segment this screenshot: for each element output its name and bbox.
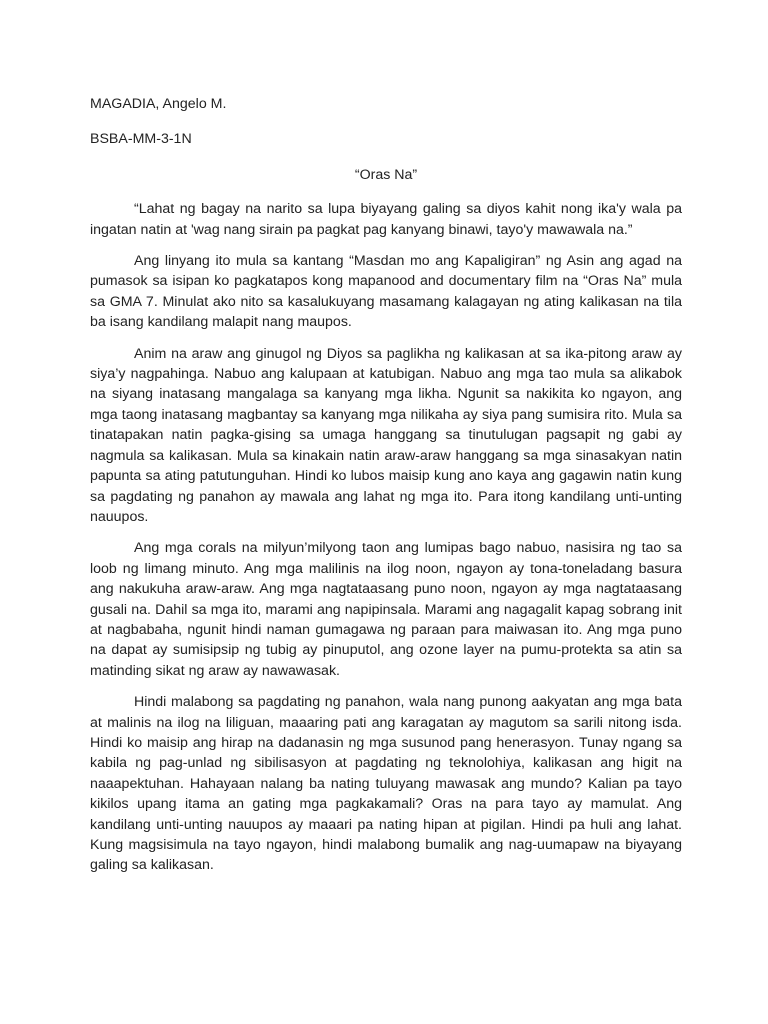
course-section: BSBA-MM-3-1N <box>90 131 192 148</box>
document-title: “Oras Na” <box>354 166 418 183</box>
paragraph-5: Hindi malabong sa pagdating ng panahon, wala nang punong aakyatan ang mga bata at malinis na ilog na liliguan, maaaring pati ang karagatan ay magutom sa sarili nitong isda. Hindi ko maisip ang hirap na dadanasin ng mga susunod pang henerasyon. Tunay ngang sa kabila ng pag-unlad ng sibilisasyon at pagdating ng teknolohiya, kalikasan ang higit na naaapektuhan. Hahayaan nalang ba nating tuluyang mawasak ang mundo? Kalian pa tayo kikilos upang itama an gating mga pagkakamali? Oras na para tayo ay mamulat. Ang kandilang unti-unting nauupos ay maaari pa nating hipan at pigilan. Hindi pa huli ang lahat. Kung magsisimula na tayo ngayon, hindi malabong bumalik ang nag-uumapaw na biyayang galing sa kalikasan. <box>90 694 682 874</box>
paragraph-4: Ang mga corals na milyun’milyong taon ang lumipas bago nabuo, nasisira ng tao sa loob ng limang minuto. Ang mga malilinis na ilog noon, ngayon ay tona-toneladang basura ang nakukuha araw-araw. Ang mga nagtataasang puno noon, ngayon ay mga nagtataasang gusali na. Dahil sa mga ito, marami ang napipinsala. Marami ang nagagalit kapag sobrang init at nagbabaha, ngunit hindi naman gumagawa ng paraan para maiwasan ito. Ang mga puno na dapat ay sumisipsip ng tubig ay pinuputol, ang ozone layer na pumu-protekta sa atin sa matinding sikat ng araw ay nawawasak. <box>90 540 682 679</box>
paragraph-1: “Lahat ng bagay na narito sa lupa biyayang galing sa diyos kahit nong ika'y wala pa ingatan natin at 'wag nang sirain pa pagkat pag kanyang binawi, tayo'y mawawala na.” <box>90 201 682 238</box>
paragraph-3: Anim na araw ang ginugol ng Diyos sa paglikha ng kalikasan at sa ika-pitong araw ay siya’y nagpahinga. Nabuo ang kalupaan at katubigan. Nabuo ang mga tao mula sa alikabok na siyang inatasang mangalaga sa kanyang mga likha. Ngunit sa nakikita ko ngayon, ang mga taong inatasang magbantay sa kanyang mga nilikaha ay siya pang sumisira rito. Mula sa tinatapakan natin pagka-gising sa umaga hanggang sa tinutulugan pagsapit ng gabi ay nagmula sa kalikasan. Mula sa kinakain natin araw-araw hanggang sa mga sinasakyan natin papunta sa ating patutunguhan. Hindi ko lubos maisip kung ano kaya ang gagawin natin kung sa pagdating ng panahon ay mawala ang lahat ng mga ito. Para itong kandilang unti-unting nauupos. <box>90 345 682 525</box>
author-name: MAGADIA, Angelo M. <box>90 96 227 112</box>
paragraph-2: Ang linyang ito mula sa kantang “Masdan mo ang Kapaligiran” ng Asin ang agad na pumasok sa isipan ko pagkatapos kong mapanood and documentary film na “Oras Na” mula sa GMA 7. Minulat ako nito sa kasalukuyang masamang kalagayan ng ating kalikasan na tila ba isang kandilang malapit nang maupos. <box>90 253 682 331</box>
